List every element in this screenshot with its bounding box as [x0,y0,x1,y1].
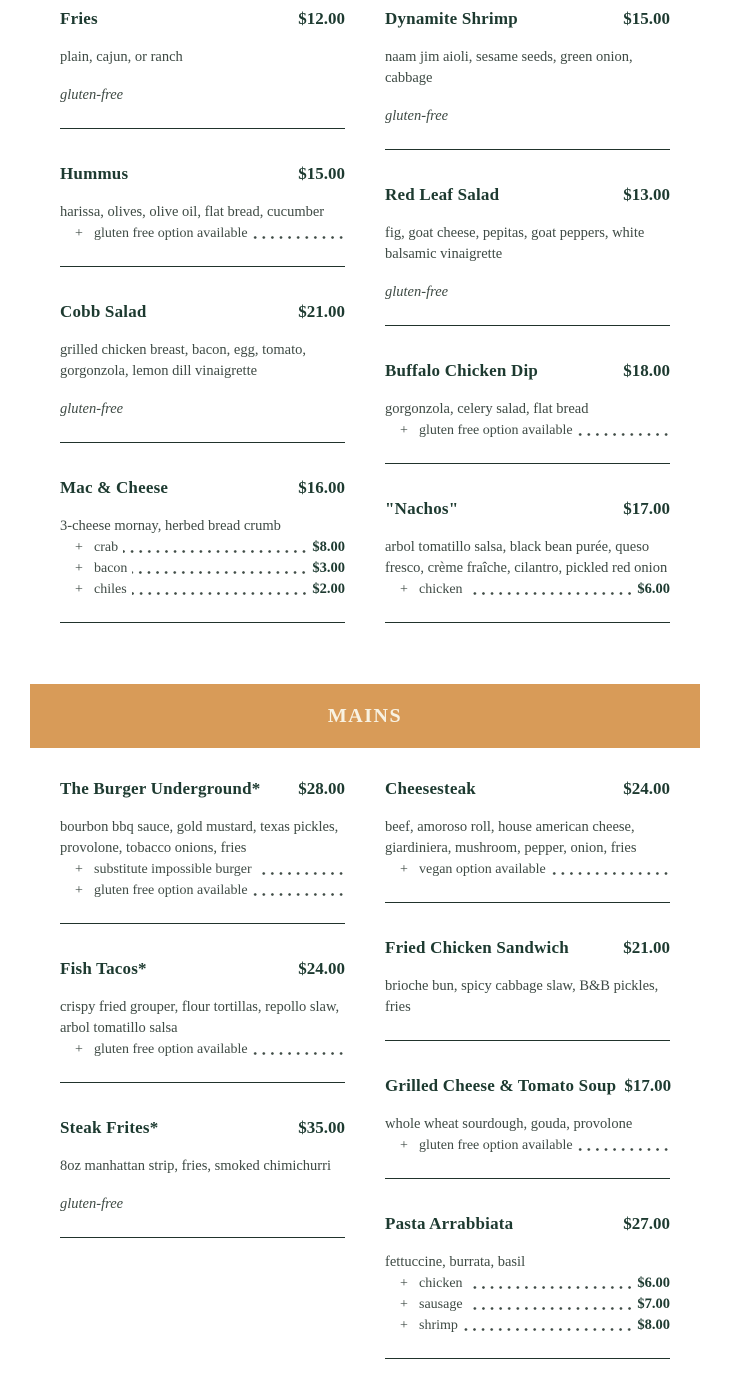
item-price: $12.00 [298,9,345,28]
item-description: 3-cheese mornay, herbed bread crumb [60,518,281,534]
dietary-note: gluten-free [60,401,124,417]
item-description: whole wheat sourdough, gouda, provolone [385,1116,633,1132]
addon-price: $7.00 [637,1296,670,1312]
item-description: beef, amoroso roll, house american cheese, giardiniera, mushroom, pepper, onion, fries [385,819,637,856]
dot-leader [253,223,345,244]
item-name: Pasta Arrabbiata [385,1214,514,1233]
menu-item [60,958,345,1083]
item-addons [60,859,345,901]
menu-item [385,778,670,903]
item-price: $17.00 [623,499,670,518]
item-addons [60,1039,345,1060]
addon-label: gluten free option available [94,883,248,898]
item-addons [385,420,670,441]
plus-icon: + [75,883,83,898]
menu-item-header [385,1213,670,1235]
menu-item [385,360,670,464]
addon-row [60,579,345,600]
item-description: crispy fried grouper, flour tortillas, repollo slaw, arbol tomatillo salsa [60,999,340,1036]
item-name: Cobb Salad [60,302,147,321]
menu-item-header [60,163,345,185]
item-price: $21.00 [298,302,345,321]
section-title: MAINS [327,705,403,727]
addon-price: $6.00 [637,1275,670,1291]
item-price: $24.00 [623,779,670,798]
addon-row [385,1294,670,1315]
item-price: $16.00 [298,478,345,497]
menu-item-header [60,8,345,30]
menu-item [385,937,670,1041]
menu-item-header [385,937,670,959]
dietary-note: gluten-free [385,284,449,300]
item-description: arbol tomatillo salsa, black bean purée, queso fresco, crème fraîche, cilantro, pickled red onion [385,539,668,576]
addon-label: gluten free option available [94,1042,248,1057]
menu-item [385,1075,670,1179]
item-price: $24.00 [298,959,345,978]
addon-label: shrimp [419,1318,458,1333]
item-name: Steak Frites* [60,1118,159,1137]
plus-icon: + [400,862,408,877]
item-addons [385,1135,670,1156]
addon-row [60,537,345,558]
item-description: 8oz manhattan strip, fries, smoked chimichurri [60,1158,331,1174]
menu-item-header [60,1117,345,1139]
dot-leader [578,1135,670,1156]
item-price: $27.00 [623,1214,670,1233]
plus-icon: + [400,582,408,597]
item-name: The Burger Underground* [60,779,261,798]
menu-item-header [60,958,345,980]
addon-row [385,1315,670,1336]
menu-item-header [385,1075,670,1097]
addon-row [60,1039,345,1060]
item-name: Buffalo Chicken Dip [385,361,539,380]
restaurant-menu [30,0,700,1393]
plus-icon: + [75,862,83,877]
addon-price: $8.00 [637,1317,670,1333]
item-name: Cheesesteak [385,779,476,798]
item-price: $28.00 [298,779,345,798]
menu-item [60,778,345,924]
menu-item-header [385,8,670,30]
menu-column [385,8,670,657]
section-banner [30,684,700,748]
item-description: brioche bun, spicy cabbage slaw, B&B pickles, fries [385,978,659,1015]
addon-row [385,579,670,600]
dot-leader [132,558,308,579]
menu-item-header [60,778,345,800]
menu-item-header [385,778,670,800]
dot-leader [468,1273,634,1294]
menu-column [60,778,345,1272]
item-name: Fries [60,9,98,28]
addon-row [385,859,670,880]
plus-icon: + [75,561,83,576]
item-addons [385,579,670,600]
item-description: plain, cajun, or ranch [60,49,183,65]
plus-icon: + [75,540,83,555]
menu-item-header [60,301,345,323]
menu-item-header [385,184,670,206]
item-price: $13.00 [623,185,670,204]
plus-icon: + [75,1042,83,1057]
menu-item-header [385,360,670,382]
plus-icon: + [400,423,408,438]
menu-item-header [385,498,670,520]
plus-icon: + [400,1297,408,1312]
dot-leader [253,1039,345,1060]
dot-leader [123,537,308,558]
addon-price: $2.00 [312,581,345,597]
item-name: Fish Tacos* [60,959,147,978]
menu-item [60,8,345,129]
item-name: "Nachos" [385,499,459,518]
addon-row [60,558,345,579]
addon-row [60,859,345,880]
addon-label: vegan option available [419,862,546,877]
item-addons [60,537,345,600]
menu-column [60,8,345,657]
item-addons [60,223,345,244]
addon-label: gluten free option available [419,423,573,438]
addon-label: chiles [94,582,127,597]
item-name: Mac & Cheese [60,478,169,497]
dot-leader [257,859,345,880]
menu-item-header [60,477,345,499]
addon-row [385,1273,670,1294]
addon-label: substitute impossible burger [94,862,252,877]
item-description: naam jim aioli, sesame seeds, green onion, cabbage [385,49,633,86]
menu-item [385,8,670,150]
item-name: Red Leaf Salad [385,185,500,204]
item-description: fettuccine, burrata, basil [385,1254,526,1270]
addon-row [385,420,670,441]
item-price: $35.00 [298,1118,345,1137]
addon-price: $6.00 [637,581,670,597]
item-description: gorgonzola, celery salad, flat bread [385,401,589,417]
dot-leader [551,859,670,880]
plus-icon: + [75,582,83,597]
dot-leader [468,579,634,600]
menu-column [385,778,670,1393]
item-price: $15.00 [298,164,345,183]
addon-row [60,223,345,244]
menu-columns [30,8,700,657]
plus-icon: + [400,1138,408,1153]
menu-item [385,498,670,623]
menu-item [385,1213,670,1359]
item-addons [385,859,670,880]
addon-row [60,880,345,901]
item-price: $17.00 [624,1076,672,1095]
addon-label: gluten free option available [94,226,248,241]
item-description: fig, goat cheese, pepitas, goat peppers, white balsamic vinaigrette [385,225,645,262]
addon-label: gluten free option available [419,1138,573,1153]
addon-price: $3.00 [312,560,345,576]
item-price: $18.00 [623,361,670,380]
dietary-note: gluten-free [385,108,449,124]
item-addons [385,1273,670,1336]
addon-label: crab [94,540,119,555]
item-description: harissa, olives, olive oil, flat bread, cucumber [60,204,325,220]
menu-item [60,477,345,623]
plus-icon: + [400,1318,408,1333]
addon-label: chicken [419,1276,463,1291]
dot-leader [463,1315,633,1336]
dietary-note: gluten-free [60,1196,124,1212]
addon-label: bacon [94,561,128,576]
dot-leader [132,579,309,600]
dot-leader [253,880,345,901]
menu-item [60,163,345,267]
plus-icon: + [400,1276,408,1291]
item-name: Fried Chicken Sandwich [385,938,569,957]
dot-leader [468,1294,634,1315]
plus-icon: + [75,226,83,241]
item-description: bourbon bbq sauce, gold mustard, texas pickles, provolone, tobacco onions, fries [60,819,339,856]
menu-columns [30,778,700,1393]
item-name: Hummus [60,164,129,183]
menu-item [385,184,670,326]
addon-row [385,1135,670,1156]
dot-leader [578,420,670,441]
dietary-note: gluten-free [60,87,124,103]
menu-item [60,1117,345,1238]
item-description: grilled chicken breast, bacon, egg, tomato, gorgonzola, lemon dill vinaigrette [60,342,307,379]
item-price: $21.00 [623,938,670,957]
addon-price: $8.00 [312,539,345,555]
addon-label: chicken [419,582,463,597]
addon-label: sausage [419,1297,463,1312]
menu-item [60,301,345,443]
item-name: Grilled Cheese & Tomato Soup [385,1076,617,1095]
item-price: $15.00 [623,9,670,28]
item-name: Dynamite Shrimp [385,9,518,28]
